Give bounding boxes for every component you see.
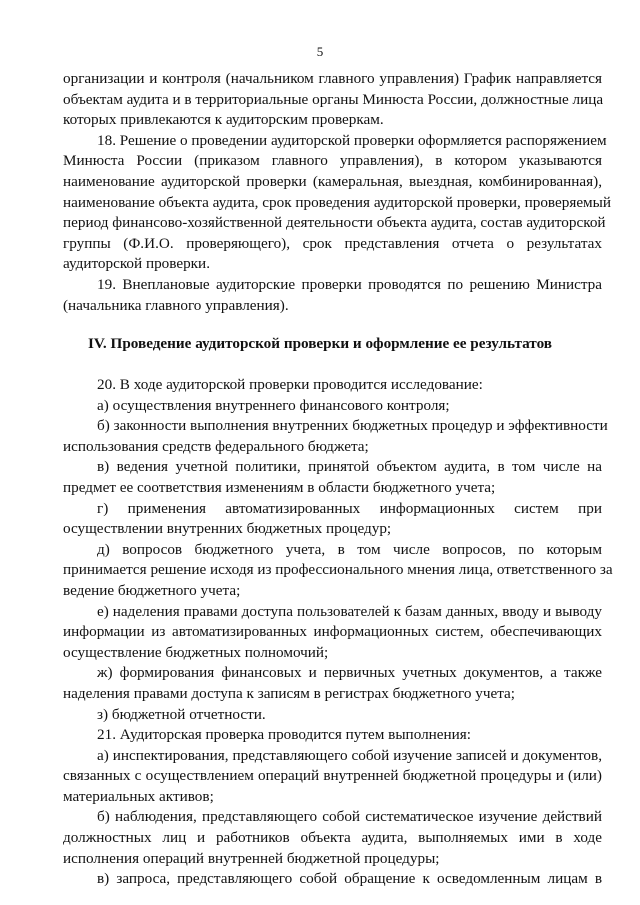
text-line: материальных активов; <box>63 787 214 805</box>
text-line: наделения правами доступа к записям в регистрах бюджетного учета; <box>63 684 516 702</box>
text-line: д) вопросов бюджетного учета, в том числе вопросов, по которым <box>97 540 602 558</box>
text-line: наименование объекта аудита, срок проведения аудиторской проверки, проверяемый <box>63 193 611 211</box>
page-number: 5 <box>316 44 324 59</box>
text-line: ж) формирования финансовых и первичных учетных документов, а также <box>97 664 602 682</box>
text-line: должностных лиц и работников объекта аудита, выполняемых ими в ходе <box>63 829 602 847</box>
paragraphs-block-2 <box>63 375 613 890</box>
text-line: предмет ее соответствия изменениям в области бюджетного учета; <box>63 478 496 496</box>
text-line: информации из автоматизированных информационных систем, обеспечивающих <box>63 623 602 641</box>
text-line: организации и контроля (начальником главного управления) График направляется <box>63 70 602 87</box>
text-line: (начальника главного управления). <box>63 296 289 314</box>
text-line: связанных с осуществлением операций внутренней бюджетной процедуры и (или) <box>63 767 602 785</box>
text-line: а) осуществления внутреннего финансового контроля; <box>97 396 450 414</box>
text-line: 19. Внеплановые аудиторские проверки проводятся по решению Министра <box>97 275 602 293</box>
paragraphs-block-1 <box>63 69 611 316</box>
text-line: б) наблюдения, представляющего собой систематическое изучение действий <box>97 808 602 826</box>
text-line: аудиторской проверки. <box>63 255 210 273</box>
text-line: 18. Решение о проведении аудиторской проверки оформляется распоряжением <box>97 131 607 149</box>
text-line: объектам аудита и в территориальные органы Минюста России, должностные лица <box>63 90 604 108</box>
section-heading: IV. Проведение аудиторской проверки и оформление ее результатов <box>88 335 552 352</box>
text-line: период финансово-хозяйственной деятельности объекта аудита, состав аудиторской <box>63 214 606 232</box>
text-line: осуществление бюджетных полномочий; <box>63 643 329 661</box>
text-line: 20. В ходе аудиторской проверки проводится исследование: <box>97 376 483 393</box>
text-line: в) запроса, представляющего собой обращение к осведомленным лицам в <box>97 870 602 888</box>
text-line: з) бюджетной отчетности. <box>97 705 266 723</box>
text-line: использования средств федерального бюджета; <box>63 437 369 455</box>
text-line: наименование аудиторской проверки (камеральная, выездная, комбинированная), <box>63 172 602 190</box>
text-line: которых привлекаются к аудиторским проверкам. <box>63 111 384 129</box>
text-line: осуществлении внутренних бюджетных процедур; <box>63 520 392 538</box>
text-line: б) законности выполнения внутренних бюджетных процедур и эффективности <box>97 417 608 435</box>
text-line: исполнения операций внутренней бюджетной процедуры; <box>63 849 440 867</box>
text-line: Минюста России (приказом главного управления), в котором указываются <box>63 152 602 170</box>
text-line: принимается решение исходя из профессионального мнения лица, ответственного за <box>63 561 613 579</box>
text-line: е) наделения правами доступа пользователей к базам данных, вводу и выводу <box>97 602 602 620</box>
text-line: а) инспектирования, представляющего собой изучение записей и документов, <box>97 746 602 764</box>
text-line: г) применения автоматизированных информационных систем при <box>97 499 602 517</box>
text-line: 21. Аудиторская проверка проводится путем выполнения: <box>97 726 471 744</box>
text-line: ведение бюджетного учета; <box>63 581 241 599</box>
text-line: группы (Ф.И.О. проверяющего), срок представления отчета о результатах <box>63 234 602 252</box>
text-line: в) ведения учетной политики, принятой объектом аудита, в том числе на <box>97 458 602 476</box>
